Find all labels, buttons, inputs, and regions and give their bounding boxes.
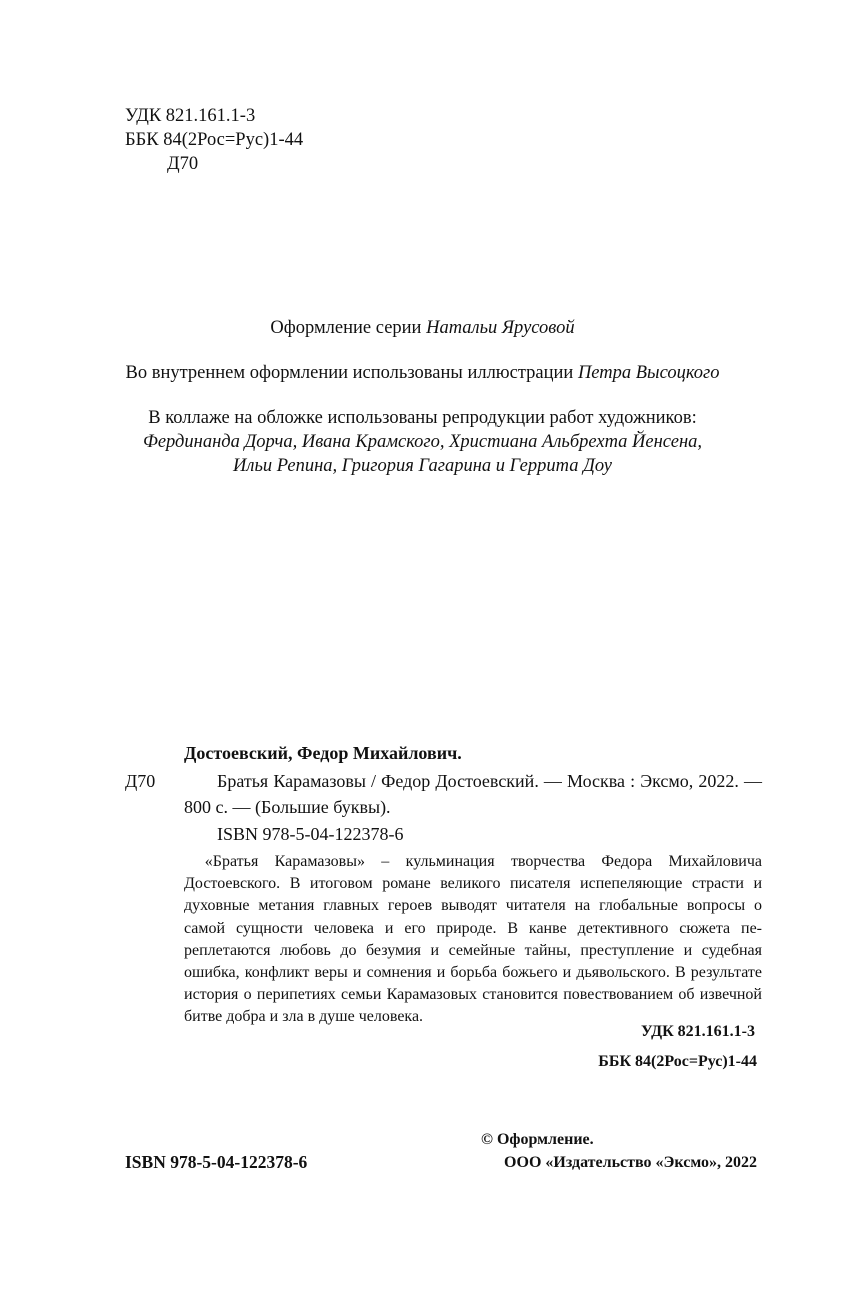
annotation-paragraph: «Братья Карамазовы» – кульминация творчества Федора Михайловича Достоевского. В итоговом романе великого писателя испепеляющие страсти и духовные метания главных героев выводят читателя на глобальные вопросы о самой сущности человека и его природе. В канве детективного сюжета переплетаются любовь до безумия и семейные тайны, преступление и судебная ошибка, конфликт веры и сомнения и борьба божьего и дьявольского. В результате история о перипетиях семьи Карамазовых становится повествованием об извечной битве добра и зла в душе человека. (184, 853, 762, 1026)
illustrations-label: Во внутреннем оформлении использованы иллюстрации (125, 363, 574, 383)
collage-artists-line1: Фердинанда Дорча, Ивана Крамского, Христиана Альбрехта Йенсена, (142, 432, 703, 452)
collage-label: В коллаже на обложке использованы репродукции работ художников: (148, 408, 697, 428)
illustrations-name: Петра Высоцкого (577, 363, 720, 383)
author-mark-top: Д70 (167, 154, 199, 174)
bib-bbk: ББК 84(2Рос=Рус)1-44 (598, 1053, 757, 1070)
copyright-line1: © Оформление. (481, 1131, 594, 1148)
series-design-name: Натальи Ярусовой (426, 318, 575, 338)
series-design-label: Оформление серии (270, 318, 422, 338)
series-design-credit (0, 316, 845, 340)
bib-isbn: ISBN 978-5-04-122378-6 (217, 824, 404, 844)
bib-udk: УДК 821.161.1-3 (640, 1023, 755, 1040)
bbk-code-top: ББК 84(2Рос=Рус)1-44 (125, 130, 304, 150)
copyright-line2: ООО «Издательство «Эксмо», 2022 (504, 1154, 757, 1171)
footer-isbn: ISBN 978-5-04-122378-6 (125, 1152, 308, 1172)
udk-code-top: УДК 821.161.1-3 (125, 106, 256, 126)
bib-description: Братья Карамазовы / Федор Достоевский. — Москва : Эксмо, 2022. — 800 с. — (Большие буквы). (184, 771, 762, 817)
bib-author-mark: Д70 (125, 771, 156, 791)
illustrations-credit (0, 361, 845, 385)
collage-artists-line2: Ильи Репина, Григория Гагарина и Геррита Доу (233, 456, 612, 476)
bib-author: Достоевский, Федор Михайлович. (184, 743, 462, 763)
